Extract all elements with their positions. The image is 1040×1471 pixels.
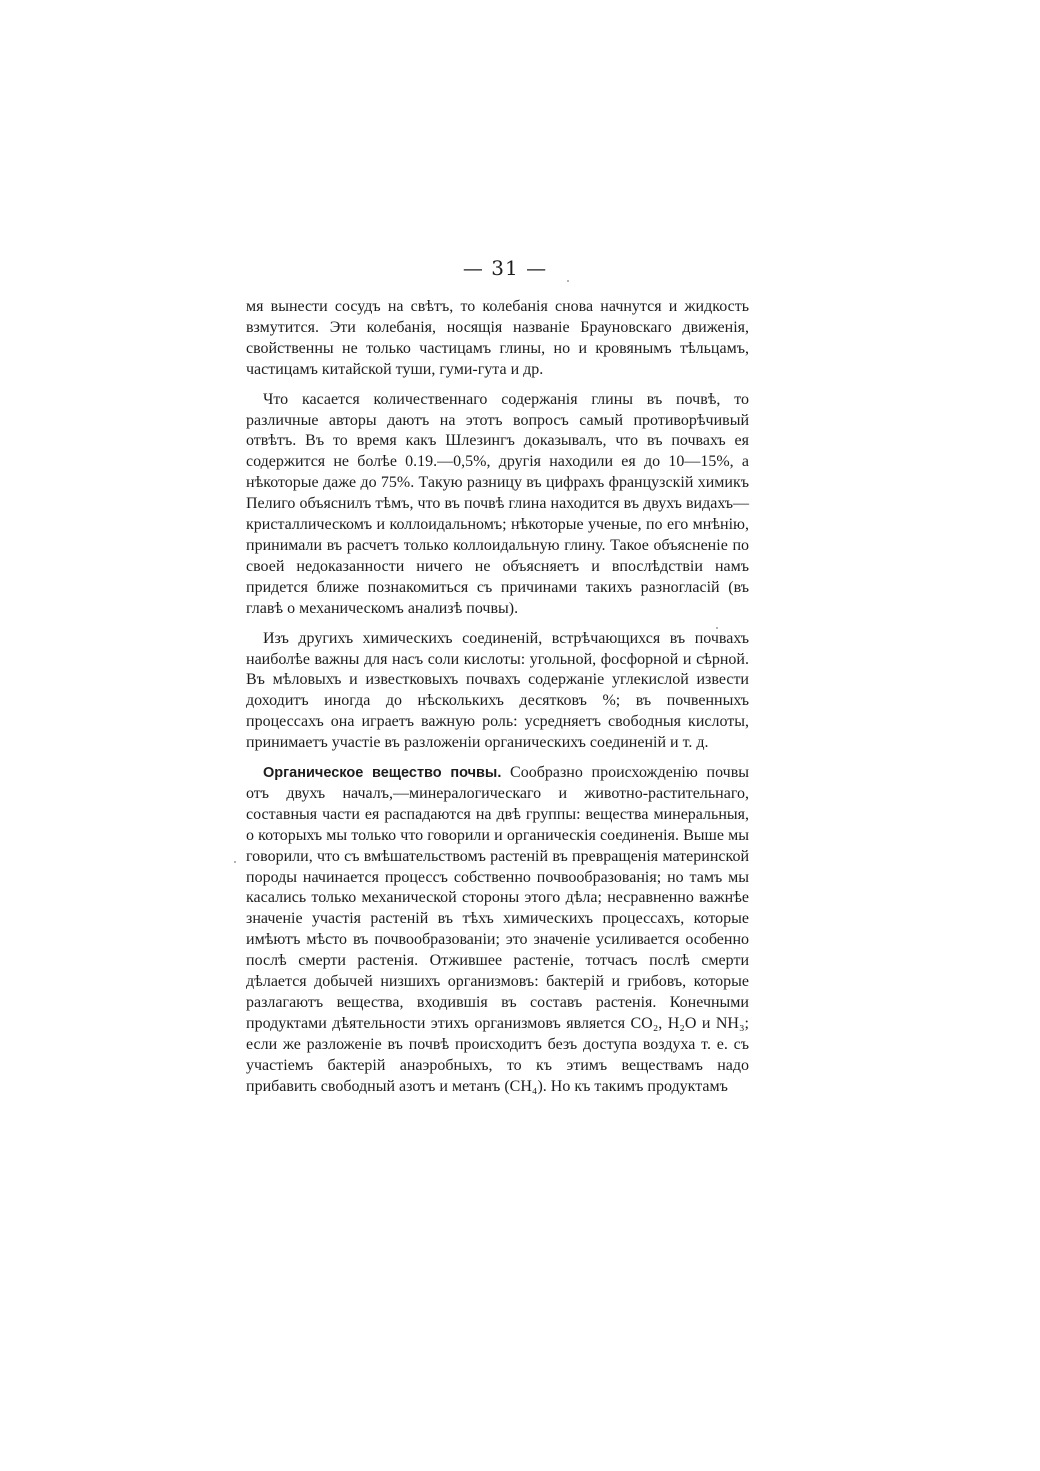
body-text	[246, 297, 749, 1107]
paragraph-4	[246, 763, 749, 1098]
paragraph-3: Изъ другихъ химическихъ соединеній, встрѣчающихся въ почвахъ наиболѣе важны для насъ соли кислоты: угольной, фосфорной и сѣрной. Въ мѣловыхъ и известковыхъ почвахъ содержаніе углекислой извести доходитъ иногда до нѣсколькихъ десятковъ %; въ почвенныхъ процессахъ она играетъ важную роль: усредняетъ свободныя кислоты, принимаетъ участіе въ разложеніи органическихъ соединеній и т. д.	[246, 629, 749, 752]
paragraph-2: Что касается количественнаго содержанія глины въ почвѣ, то различные авторы даютъ на этотъ вопросъ самый противорѣчивый отвѣтъ. Въ то время какъ Шлезингъ доказывалъ, что въ почвахъ ея содержится не болѣе 0.19.—0,5%, другія находили ея до 10—15%, а нѣкоторые даже до 75%. Такую разницу въ цифрахъ французскій химикъ Пелиго объяснилъ тѣмъ, что въ почвѣ глина находится въ двухъ видахъ—кристаллическомъ и коллоидальномъ; нѣкоторые ученые, по его мнѣнію, принимали въ расчетъ только коллоидальную глину. Такое объясненіе по своей недоказанности ничего не объясняетъ и впослѣдствіи намъ придется ближе познакомиться съ причинами такихъ разногласій (въ главѣ о механическомъ анализѣ почвы).	[246, 390, 749, 617]
paragraph-4-text: Сообразно происхожденію почвы отъ двухъ началъ,—минералогическаго и животно-растительнаго, составныя части ея распадаются на двѣ группы: вещества минеральныя, о которыхъ мы только что говорили и органическія соединенія. Выше мы говорили, что съ вмѣшательствомъ растеній въ превращенія материнской породы начинается процессъ собственно почвообразованія; но тамъ мы касались только механической стороны этого дѣла; несравненно важнѣе значеніе участія растеній въ тѣхъ химическихъ процессахъ, которые имѣютъ мѣсто въ почвообразованіи; это значеніе усиливается особенно послѣ смерти растенія. Отжившее растеніе, тотчасъ послѣ смерти дѣлается добычей низшихъ организмовъ: бактерій и грибовъ, которые разлагаютъ вещества, входившія въ составъ растенія. Конечными продуктами дѣятельности этихъ организмовъ является CO₂, H₂O и NH₃; если же разложеніе въ почвѣ происходитъ безъ доступа воздуха т. е. съ участіемъ бактерій анаэробныхъ, то къ этимъ веществамъ надо прибавить свободный азотъ и метанъ (CH₄). Но къ такимъ продуктамъ	[246, 764, 750, 1095]
scan-speck	[716, 627, 718, 629]
section-heading: Органическое вещество почвы.	[263, 765, 502, 782]
paragraph-1: мя вынести сосудъ на свѣтъ, то колебанія снова начнутся и жидкость взмутится. Эти колебанія, носящія названіе Брауновскаго движенія, свойственны не только частицамъ глины, но и кровянымъ тѣльцамъ, частицамъ китайской туши, гуми-гута и др.	[246, 298, 749, 378]
scan-speck	[567, 280, 569, 282]
scan-speck	[234, 861, 236, 863]
page-number: — 31 —	[462, 256, 548, 280]
